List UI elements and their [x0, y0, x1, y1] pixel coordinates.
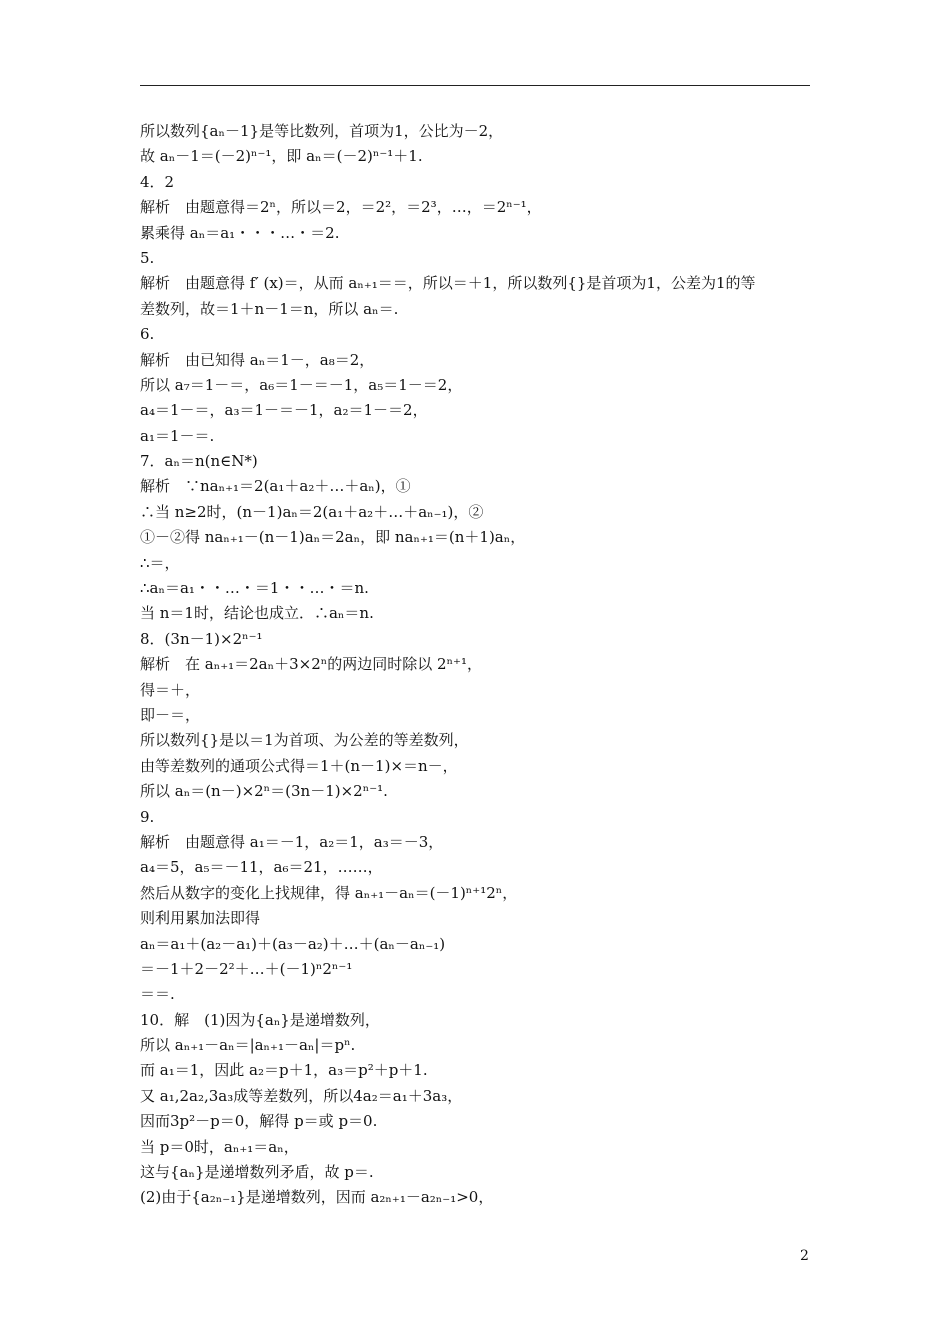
text-line: 所以数列{}是以＝1为首项、为公差的等差数列，: [140, 731, 469, 750]
text-line: 由等差数列的通项公式得＝1＋(n－1)×＝n－，: [140, 756, 458, 775]
text-line: a₄＝5，a₅＝－11，a₆＝21，……，: [140, 858, 383, 877]
text-line: 则利用累加法即得: [140, 909, 261, 928]
text-line: 而 a₁＝1，因此 a₂＝p＋1，a₃＝p²＋p＋1.: [140, 1061, 428, 1080]
text-line: 因而3p²－p＝0，解得 p＝或 p＝0.: [140, 1112, 378, 1131]
text-line: 5.: [140, 248, 155, 267]
text-line: 当 p＝0时，aₙ₊₁＝aₙ，: [140, 1137, 299, 1156]
text-line: 当 n＝1时，结论也成立．∴aₙ＝n.: [140, 604, 374, 623]
text-line: (2)由于{a₂ₙ₋₁}是递增数列，因而 a₂ₙ₊₁－a₂ₙ₋₁>0，: [140, 1188, 494, 1207]
text-line: a₁＝1－＝.: [140, 426, 215, 445]
text-line: 10．解 (1)因为{aₙ}是递增数列，: [140, 1010, 380, 1029]
text-line: 累乘得 aₙ＝a₁・・・…・＝2.: [140, 223, 340, 242]
text-line: ＝＝.: [140, 985, 175, 1004]
text-line: 7．aₙ＝n(n∈N*): [140, 452, 258, 471]
header-rule: [140, 85, 810, 86]
text-line: 解析 ∵naₙ₊₁＝2(a₁＋a₂＋…＋aₙ)，①: [140, 477, 411, 496]
text-line: 所以数列{aₙ－1}是等比数列，首项为1，公比为－2，: [140, 122, 504, 140]
text-line: 8．(3n－1)×2ⁿ⁻¹: [140, 629, 263, 648]
text-line: 即－＝，: [140, 705, 201, 724]
text-line: 解析 由题意得 f′ (x)＝，从而 aₙ₊₁＝＝，所以＝＋1，所以数列{}是首项为1，公差为1的等: [140, 274, 756, 293]
page-body: [140, 119, 820, 1211]
text-line: a₄＝1－＝，a₃＝1－＝－1，a₂＝1－＝2，: [140, 401, 428, 420]
text-line: 故 aₙ－1＝(－2)ⁿ⁻¹，即 aₙ＝(－2)ⁿ⁻¹＋1.: [140, 147, 423, 166]
text-line: 所以 aₙ＝(n－)×2ⁿ＝(3n－1)×2ⁿ⁻¹.: [140, 782, 388, 801]
text-line: 得＝＋，: [140, 680, 201, 699]
text-line: 6.: [140, 325, 155, 344]
text-line: 解析 由已知得 aₙ＝1－，a₈＝2，: [140, 350, 375, 369]
text-line: aₙ＝a₁＋(a₂－a₁)＋(a₃－a₂)＋…＋(aₙ－aₙ₋₁): [140, 934, 446, 953]
text-line: ∴当 n≥2时，(n－1)aₙ＝2(a₁＋a₂＋…＋aₙ₋₁)，②: [140, 502, 484, 521]
text-line: 解析 由题意得 a₁＝－1，a₂＝1，a₃＝－3，: [140, 832, 444, 851]
text-line: 差数列，故＝1＋n－1＝n，所以 aₙ＝.: [140, 299, 399, 318]
text-line: ∴aₙ＝a₁・・…・＝1・・…・＝n.: [140, 579, 369, 598]
text-line: ＝－1＋2－2²＋…＋(－1)ⁿ2ⁿ⁻¹: [140, 959, 353, 978]
page-number: 2: [800, 1248, 809, 1264]
text-line: 解析 由题意得＝2ⁿ，所以＝2，＝2²，＝2³，…，＝2ⁿ⁻¹，: [140, 198, 542, 217]
text-line: 所以 a₇＝1－＝，a₆＝1－＝－1，a₅＝1－＝2，: [140, 375, 463, 394]
text-line: 解析 在 aₙ₊₁＝2aₙ＋3×2ⁿ的两边同时除以 2ⁿ⁺¹，: [140, 655, 482, 674]
text-line: ①－②得 naₙ₊₁－(n－1)aₙ＝2aₙ，即 naₙ₊₁＝(n＋1)aₙ，: [140, 528, 526, 547]
text-line: 又 a₁,2a₂,3a₃成等差数列，所以4a₂＝a₁＋3a₃，: [140, 1086, 463, 1105]
text-line: 所以 aₙ₊₁－aₙ＝|aₙ₊₁－aₙ|＝pⁿ.: [140, 1036, 356, 1055]
text-line: 这与{aₙ}是递增数列矛盾，故 p＝.: [140, 1163, 374, 1182]
text-line: 4．2: [140, 172, 175, 191]
text-line: 然后从数字的变化上找规律，得 aₙ₊₁－aₙ＝(－1)ⁿ⁺¹2ⁿ，: [140, 883, 518, 902]
text-line: ∴＝，: [140, 553, 180, 572]
text-line: 9.: [140, 807, 155, 826]
